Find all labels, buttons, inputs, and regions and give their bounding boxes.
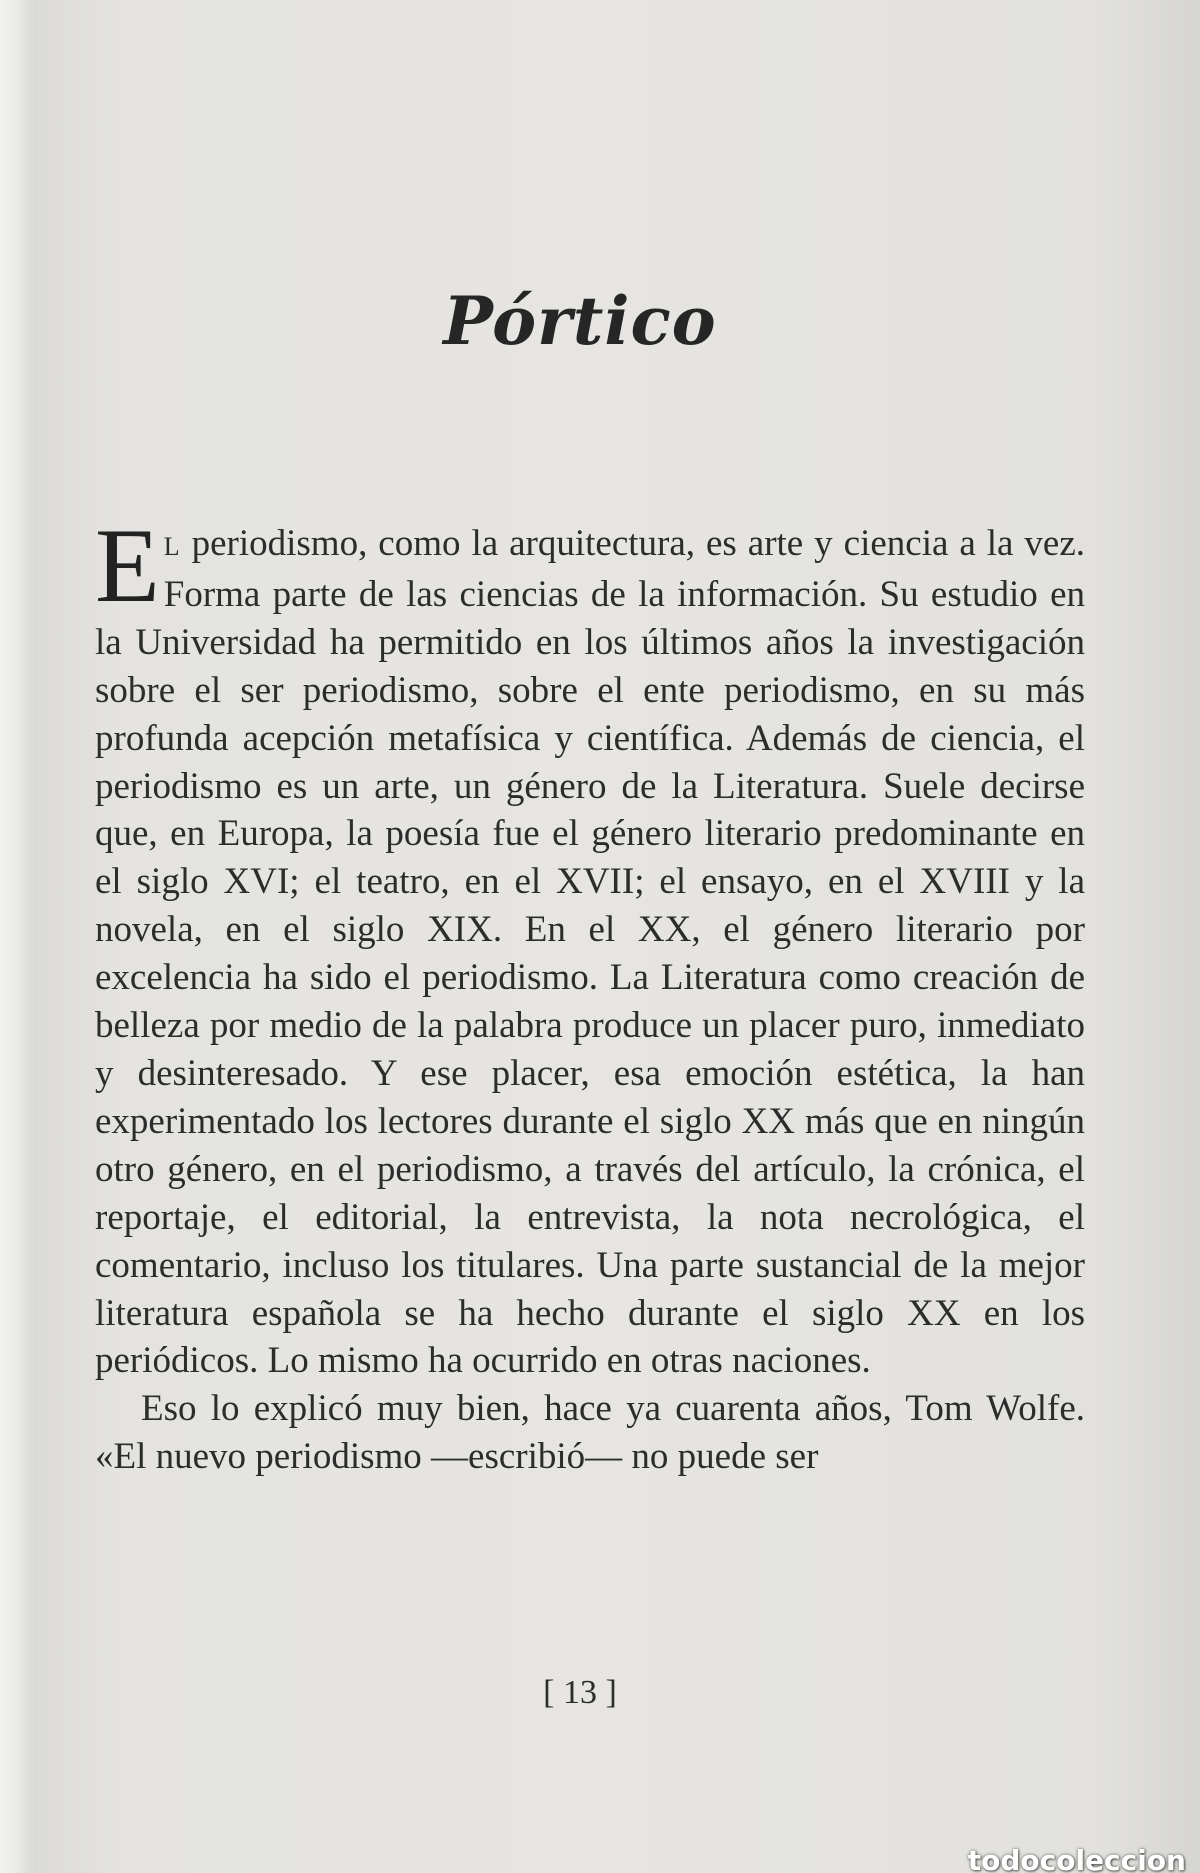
page-gutter-shadow — [0, 0, 36, 1873]
paragraph-1 — [95, 507, 1085, 1385]
chapter-title: Pórtico — [443, 282, 717, 360]
drop-cap: E — [95, 507, 160, 624]
paragraph-2: Eso lo explicó muy bien, hace ya cuarenta años, Tom Wolfe. «El nuevo periodismo —escribió— no puede ser — [95, 1388, 1085, 1478]
page-number: [ 13 ] — [543, 1674, 617, 1711]
lead-in-smallcaps: L — [163, 532, 181, 561]
watermark-logo: todocoleccion — [967, 1844, 1186, 1873]
paragraph-1-text: periodismo, como la arquitectura, es arte y ciencia a la vez. Forma parte de las ciencias de la información. Su estudio en la Universidad ha permitido en los últimos años la investigación sobre el ser periodismo, sobre el ente periodismo, en su más profunda acepción metafísica y científica. Además de ciencia, el periodismo es un arte, un género de la Literatura. Suele decirse que, en Europa, la poesía fue el género literario predominante en el siglo XVI; el teatro, en el XVII; el ensayo, en el XVIII y la novela, en el siglo XIX. En el XX, el género literario por excelencia ha sido el periodismo. La Literatura como creación de belleza por medio de la palabra produce un placer puro, inmediato y desinteresado. Y ese placer, esa emoción estética, la han experimentado los lectores durante el siglo XX más que en ningún otro género, en el periodismo, a través del artículo, la crónica, el reportaje, el editorial, la entrevista, la nota necrológica, el comentario, incluso los titulares. Una parte sustancial de la mejor literatura española se ha hecho durante el siglo XX en los periódicos. Lo mismo ha ocurrido en otras naciones. — [95, 523, 1085, 1382]
chapter-body — [95, 507, 1085, 1481]
